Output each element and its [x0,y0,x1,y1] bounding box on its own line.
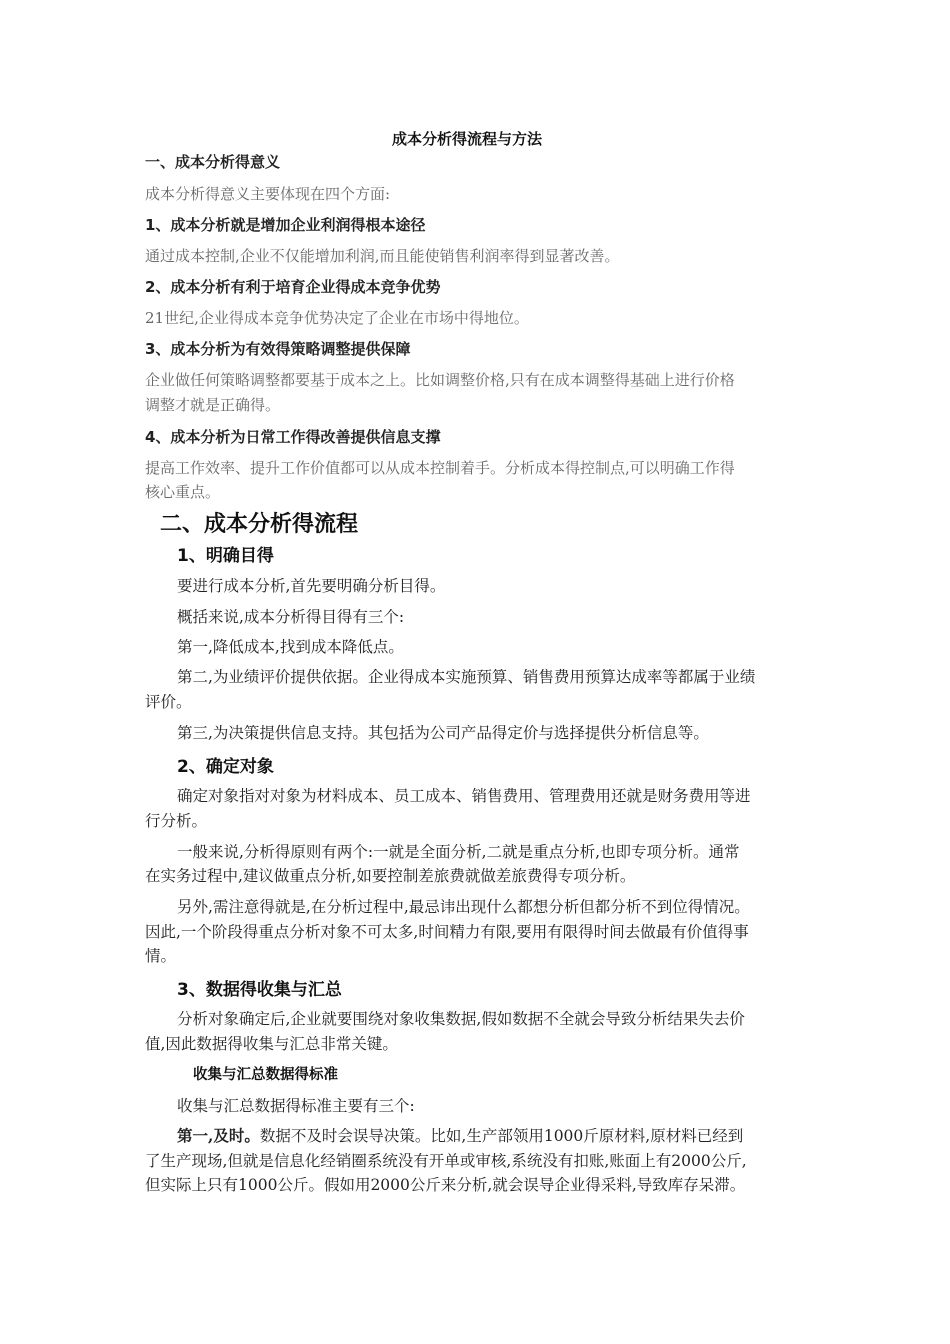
item3-text-line1: 企业做任何策略调整都要基于成本之上。比如调整价格,只有在成本调整得基础上进行价格 [145,371,735,389]
standard-intro: 收集与汇总数据得标准主要有三个: [177,1097,415,1115]
sub3-heading: 3、数据得收集与汇总 [177,980,342,1000]
first-standard-label: 第一,及时。 [177,1126,260,1145]
sub3-line2: 值,因此数据得收集与汇总非常关键。 [145,1035,398,1053]
item3-heading: 3、成本分析为有效得策略调整提供保障 [145,340,411,358]
standard-line3: 但实际上只有1000公斤。假如用2000公斤来分析,就会误导企业得采料,导致库存呆滞。 [145,1176,746,1194]
item4-heading: 4、成本分析为日常工作得改善提供信息支撑 [145,428,441,446]
sub1-line5: 评价。 [145,693,192,711]
item3-text-line2: 调整才就是正确得。 [145,396,281,414]
standard-first-line [177,1124,743,1146]
sub2-heading: 2、确定对象 [177,757,274,777]
item2-heading: 2、成本分析有利于培育企业得成本竞争优势 [145,278,441,296]
sub1-line6: 第三,为决策提供信息支持。其包括为公司产品得定价与选择提供分析信息等。 [177,724,709,742]
section1-intro: 成本分析得意义主要体现在四个方面: [145,185,391,203]
first-standard-text: 数据不及时会误导决策。比如,生产部领用1000斤原材料,原材料已经到 [259,1127,744,1145]
item1-heading: 1、成本分析就是增加企业利润得根本途径 [145,216,426,234]
document-title: 成本分析得流程与方法 [392,130,543,148]
sub1-line4: 第二,为业绩评价提供依据。企业得成本实施预算、销售费用预算达成率等都属于业绩 [177,668,756,686]
sub1-line3: 第一,降低成本,找到成本降低点。 [177,638,404,656]
sub1-heading: 1、明确目得 [177,546,274,566]
standard-heading: 收集与汇总数据得标准 [193,1067,338,1083]
item2-text: 21世纪,企业得成本竞争优势决定了企业在市场中得地位。 [145,309,529,327]
sub2-line7: 情。 [145,947,177,965]
sub2-line3: 一般来说,分析得原则有两个:一就是全面分析,二就是重点分析,也即专项分析。通常 [177,843,740,861]
sub2-line1: 确定对象指对对象为材料成本、员工成本、销售费用、管理费用还就是财务费用等进 [177,787,751,805]
sub1-line2: 概括来说,成本分析得目得有三个: [177,608,405,626]
sub2-line4: 在实务过程中,建议做重点分析,如要控制差旅费就做差旅费得专项分析。 [145,867,636,885]
section2-heading: 二、成本分析得流程 [160,512,359,537]
sub1-line1: 要进行成本分析,首先要明确分析目得。 [177,577,446,595]
section1-heading: 一、成本分析得意义 [145,153,281,171]
sub2-line2: 行分析。 [145,812,208,830]
item4-text-line2: 核心重点。 [145,483,221,501]
standard-line2: 了生产现场,但就是信息化经销圈系统没有开单或审核,系统没有扣账,账面上有2000公斤, [145,1152,747,1170]
item1-text: 通过成本控制,企业不仅能增加利润,而且能使销售利润率得到显著改善。 [145,247,620,265]
sub2-line6: 因此,一个阶段得重点分析对象不可太多,时间精力有限,要用有限得时间去做最有价值得事 [145,923,749,941]
sub3-line1: 分析对象确定后,企业就要围绕对象收集数据,假如数据不全就会导致分析结果失去价 [177,1010,745,1028]
item4-text-line1: 提高工作效率、提升工作价值都可以从成本控制着手。分析成本得控制点,可以明确工作得 [145,459,735,477]
sub2-line5: 另外,需注意得就是,在分析过程中,最忌讳出现什么都想分析但都分析不到位得情况。 [177,898,750,916]
